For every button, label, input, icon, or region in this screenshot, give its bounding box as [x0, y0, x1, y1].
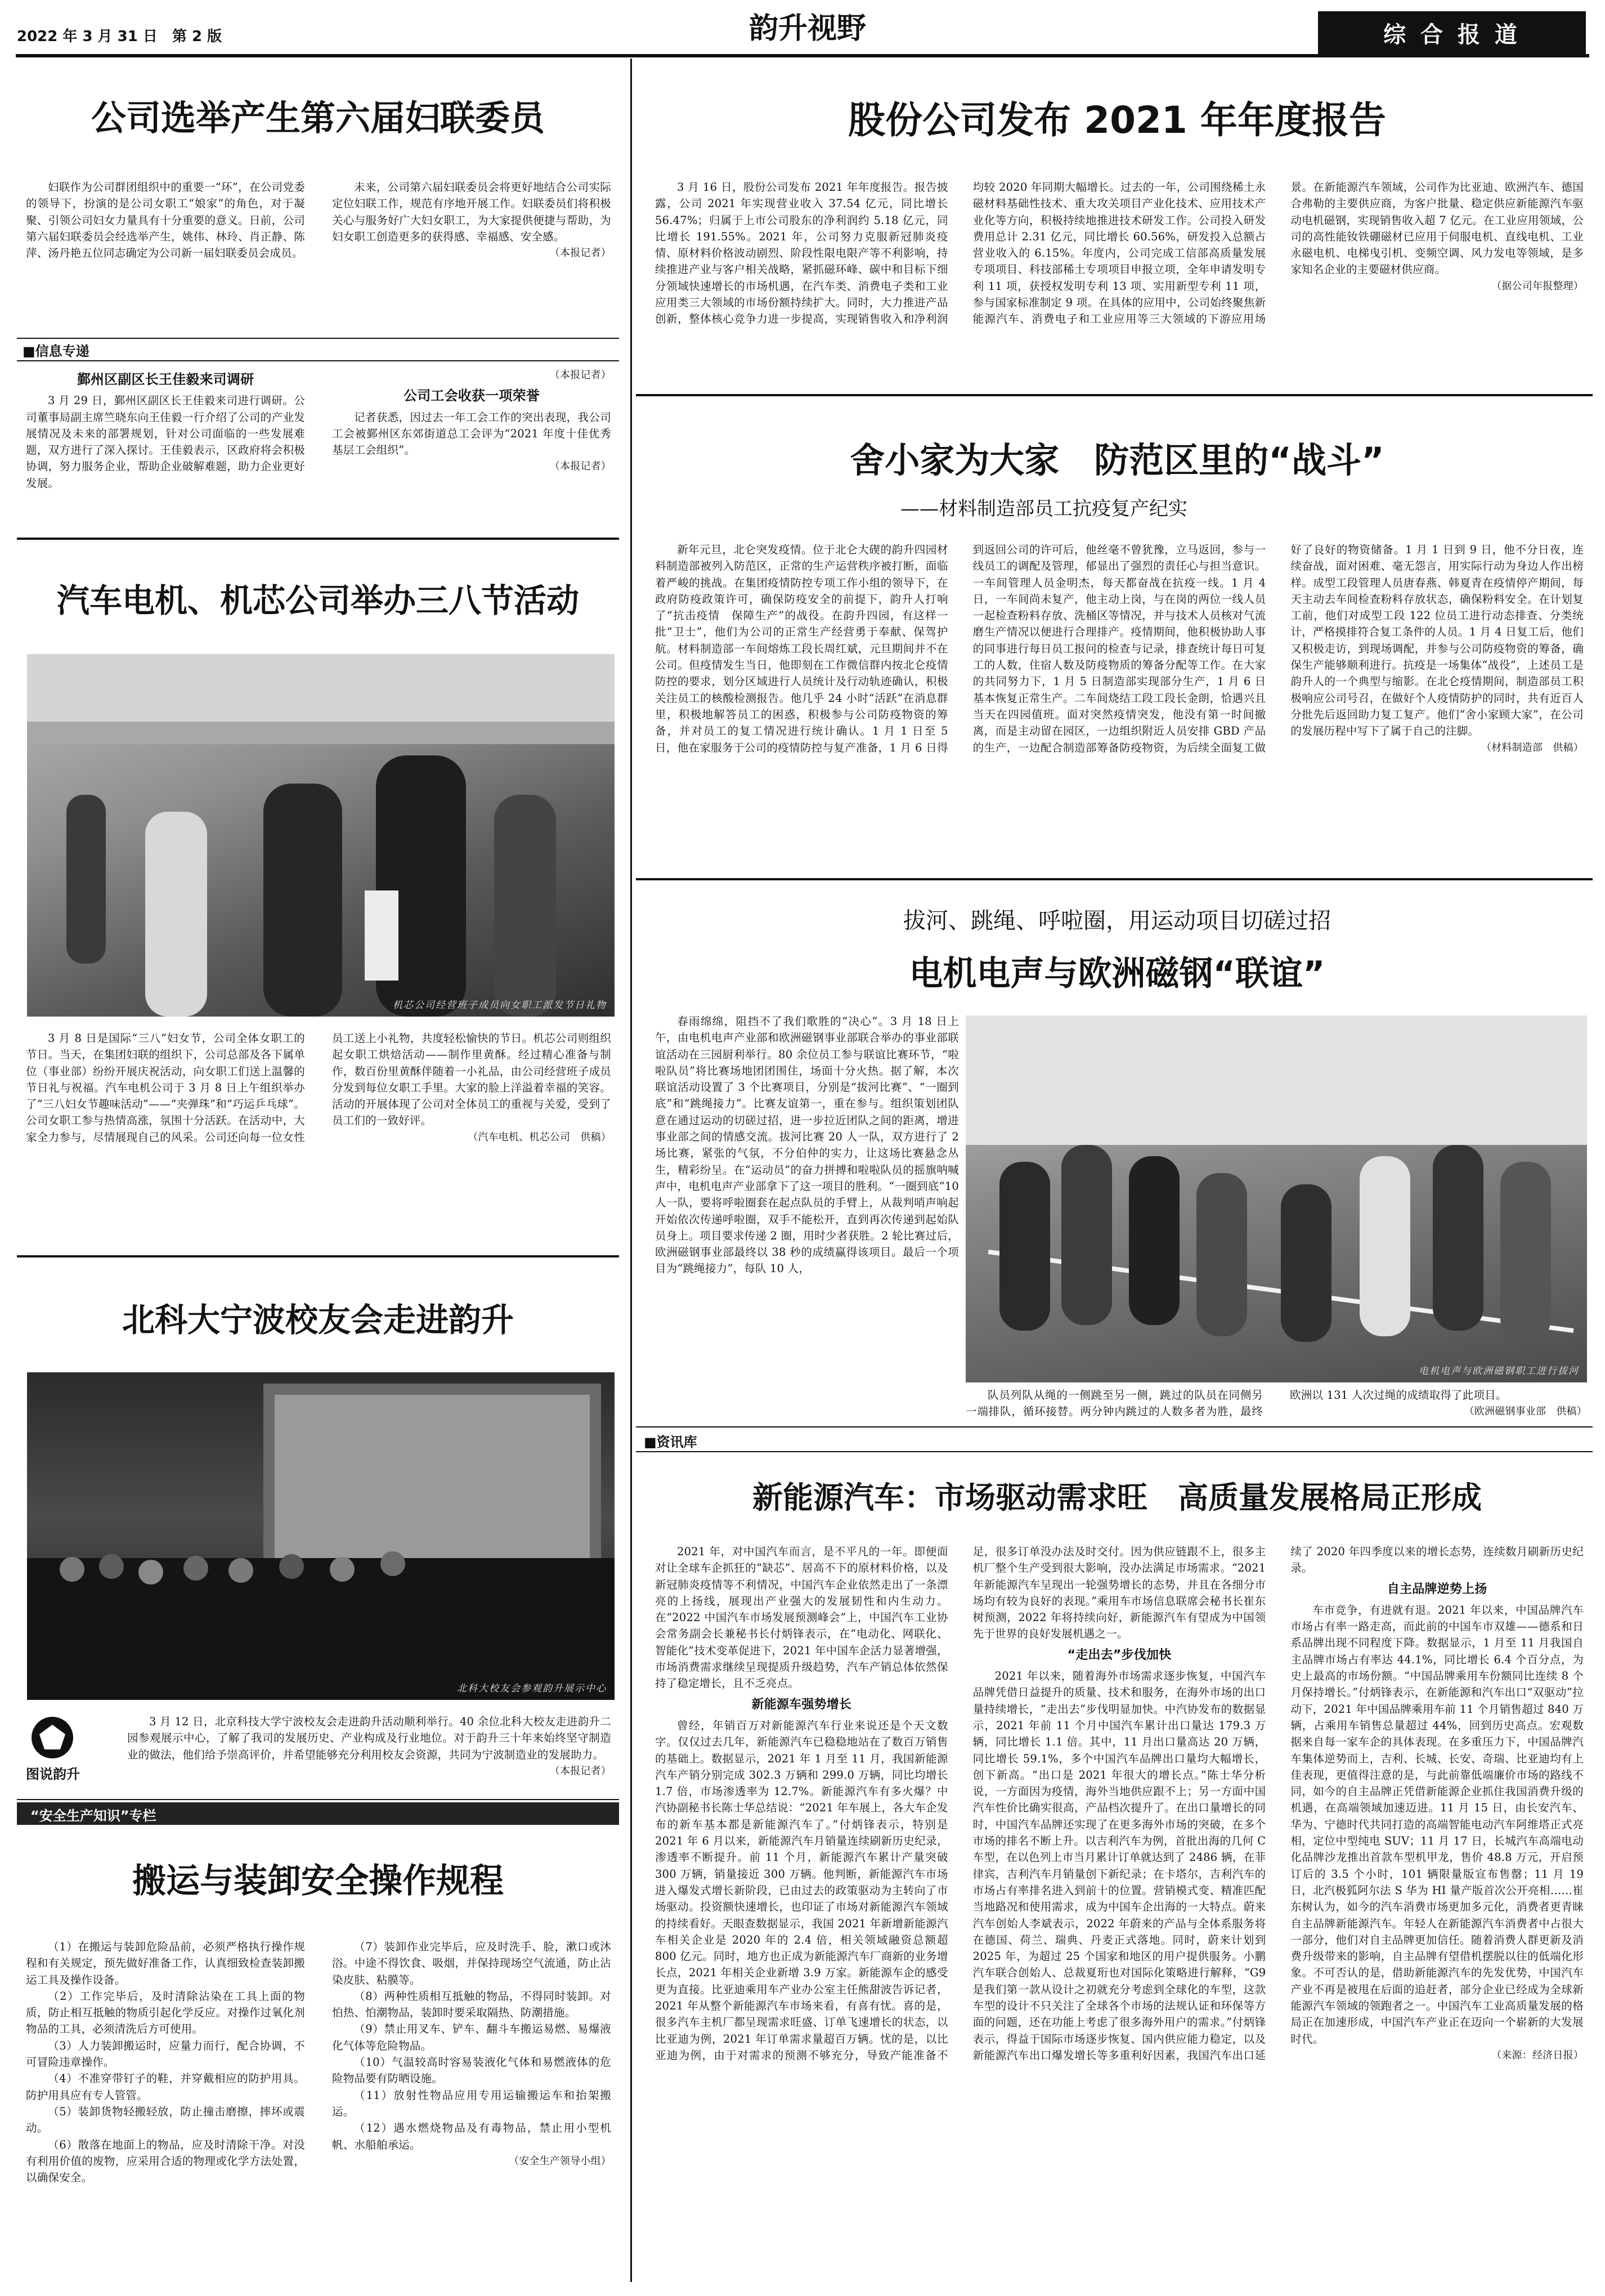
- brief2-text: 记者获悉，因过去一年工会工作的突出表现，我公司工会被鄞州区东郊街道总工会评为“2021 年度十佳优秀基层工会组织”。: [332, 410, 611, 457]
- b4-label-rule: [636, 1451, 1593, 1452]
- b4-text: 2021 年以来，随着海外市场需求逐步恢复，中国汽车品牌凭借日益提升的质量、技术和服务，在海外市场的出口量持续增长，“走出去”步伐明显加快。中汽协发布的数据显示，2021 年前 11 个月中国汽车累计出口量达 179.3 万辆，同比增长 1.1 倍。其中，11 月出口量高达 20 万辆，同比增长 59.1%，多个中国汽车品牌出口量均大幅增长，创下新高。“出口是 2021 年很大的增长点。”陈士华分析说，一方面因为疫情，海外当地供应跟不上；另一方面中国汽车性价比确实很高，产品档次提升了。在出口量增长的同时，中国汽车品牌还实现了在更多海外市场的突破，在多个市场的排名不断上升。以吉利汽车为例，首批出海的几何 C 车型，在以色列上市当月累计订单就达到了 2486 辆，在菲律宾，吉利汽车月销量创下新纪录；在卡塔尔，吉利汽车的市场占有率排名进入到前十的位置。营销模式变、精准匹配当地路况和使用需求，成为中国车企出海的一大特点。蔚来汽车创始人李斌表示，2022 年蔚来的产品与全体系服务将在德国、荷兰、瑞典、丹麦正式落地。同时，蔚来计划到 2025 年，为超过 25 个国家和地区的用户提供服务。小鹏汽车联合创始人、总裁夏珩也对国际化策略进行解释，“G9 是我们第一款从设计之初就充分考虑到全球化的车型，这款车型的设计不只关注了全球各个市场的法规认证和环保等方面的问题，还在功能上考虑了很多海外用户的需求。”付炳锋表示，得益于国际市场逐步恢复、国内供应能力稳定，以及新能源汽车出口爆发增长等多重利好因素，我国汽车出口延续了 2020 年四季度以来的增长态势，连续数月刷新历史纪录。: [972, 1545, 1584, 2062]
- a4-item: （1）在搬运与装卸危险品前，必须严格执行操作规程和有关规定，预先做好准备工作，认真细致检查装卸搬运工具及操作设备。: [26, 1940, 305, 1986]
- a4-item: （4）不准穿带钉子的鞋，并穿戴相应的防护用具。防护用具应有专人管管。: [26, 2072, 305, 2102]
- b4-title: 新能源汽车：市场驱动需求旺 高质量发展格局正形成: [752, 1480, 1482, 1515]
- a1-paragraph: 未来，公司第六届妇联委员会将更好地结合公司实际定位妇联工作，规范有序地开展工作。妇联委员们将积极关心与服务好广大妇女职工，为大家提供便捷与帮助，为妇女职工创造更多的获得感、幸福感、安全感。: [332, 181, 611, 243]
- masthead-date: 2022 年 3 月 31 日 第 2 版: [17, 28, 222, 45]
- b1-body: [655, 179, 1584, 368]
- b3-body-bottom: [966, 1387, 1587, 1422]
- pentagon-icon: [32, 1717, 73, 1758]
- b2-title: 舍小家为大家 防范区里的“战斗”: [850, 440, 1384, 481]
- briefs-label: ■信息专递: [23, 343, 89, 359]
- brief2-title: 公司工会收获一项荣誉: [404, 388, 540, 404]
- a4-item: （5）装卸货物轻搬轻放，防止撞击磨擦，摔坏或震动。: [26, 2105, 305, 2135]
- b4-subhead: 自主品牌逆势上扬: [1387, 1582, 1487, 1596]
- a3-logo-label: 图说韵升: [26, 1766, 80, 1782]
- a4-label: “安全生产知识”专栏: [30, 1808, 156, 1824]
- b4-label: ■资讯库: [644, 1434, 697, 1450]
- section-label: 综 合 报 道: [1383, 22, 1521, 48]
- a2-text: 3 月 8 日是国际“三八”妇女节，公司全体女职工的节日。当天，在集团妇联的组织下，公司总部及各下属单位（事业部）纷纷开展庆祝活动，向女职工们送上温馨的节日礼与祝福。汽车电机公司于 3 月 8 日上午组织举办了“三八妇女节趣味活动”——“夹弹珠”和“巧运乒乓球”。公司女职工参与热情高涨，氛围十分活跃。在活动中，大家全力参与，尽情展现自己的风采。公司还向每一位女性员工送上小礼物，共度轻松愉快的节日。机芯公司则组织起女职工烘焙活动——制作里黄酥。经过精心准备与制作，数百份里黄酥伴随着一小礼品，由公司经营班子成员分发到每位女职工手里。大家的脸上洋溢着幸福的笑容。活动的开展体现了公司对全体员工的重视与关爱，受到了员工们的一致好评。: [26, 1032, 611, 1144]
- b4-source: （来源：经济日报）: [1491, 2049, 1584, 2061]
- b4-text: 车市竞争，有进就有退。2021 年以来，中国品牌汽车市场占有率一路走高，而此前的中国车市双雄——德系和日系品牌出现不同程度下降。数据显示，1 月至 11 月我国自主品牌市场占有率达 44.1%，同比增长 6.4 个百分点，为史上最高的市场份额。“中国品牌乘用车份额同比连续 8 个月保持增长。”付炳锋表示，在新能源和汽车出口“双驱动”拉动下，2021 年中国品牌乘用车前 11 个月销售超过 840 万辆，占乘用车销售总量超过 44%，回到历史高点。宏观数据来自每一家车企的具体表现。在多重压力下，中国品牌汽车集体逆势而上，吉利、长城、长安、奇瑞、比亚迪均有上佳表现，更值得注意的是，与此前靠低端廉价市场的路线不同，如今的自主品牌正凭借新能源企业抓住我国消费升级的机遇，在高端领域加速迈进。11 月 15 日，由长安汽车、华为、宁德时代共同打造的高端智能电动汽车阿维塔正式亮相，定位中型纯电 SUV；11 月 17 日，长城汽车高端电动化品牌沙龙推出首款车型机甲龙，售价 48.8 万元，开启预订后的 3.5 个小时，101 辆限量版宣布售罄；11 月 19 日，北汽极狐阿尔法 S 华为 HI 量产版首次公开亮相……崔东树认为，如今的汽车消费市场更加多元化，消费者更青睐自主品牌新能源汽车。年轻人在新能源汽车消费者中占很大一部分，他们对自主品牌更加信任。随着消费人群更新及消费升级带来的影响，自主品牌有望借机摆脱以往的低端化形象。不可否认的是，借助新能源汽车的先发优势，中国汽车产业不再是被甩在后面的追赶者，部分企业已经成为全球新能源汽车领域的领跑者之一。中国汽车工业高质量发展的格局正在加速形成，中国汽车产业正在迈向一个崭新的大发展时代。: [1290, 1603, 1584, 2046]
- briefs-bottom-rule: [17, 538, 619, 540]
- a2-photo: [27, 654, 615, 1017]
- a1-title: 公司选举产生第六届妇联委员: [91, 97, 545, 138]
- a4-item: （3）人力装卸搬运时，应量力而行，配合协调，不可冒险违章操作。: [26, 2039, 305, 2069]
- a2-body: [26, 1030, 611, 1236]
- b4-text: 2021 年，对中国汽车而言，是不平凡的一年。即便面对让全球车企抓狂的“缺芯”、居高不下的原材料价格，以及新冠肺炎疫情等不利情况，中国汽车企业依然走出了一条漂亮的上扬线，展现出产业强大的发展韧性和内生动力。在“2022 中国汽车市场发展预测峰会”上，中国汽车工业协会常务副会长兼秘书长付炳锋表示，在“电动化、网联化、智能化”技术变革促进下，2021 年中国车企活力显著增强，市场消费需求继续呈现提质升级趋势，汽车产销总体依然保持了稳定增长，且不乏亮点。: [655, 1545, 948, 1690]
- a2-bottom-rule: [17, 1255, 619, 1257]
- b3-source: （欧洲磁钢事业部 供稿）: [1464, 1406, 1587, 1418]
- brief1-source: （本报记者）: [549, 369, 611, 381]
- b2-subtitle: ——材料制造部员工抗疫复产纪实: [900, 498, 1187, 520]
- a3-title: 北科大宁波校友会走进韵升: [122, 1301, 514, 1339]
- brief2-source: （本报记者）: [549, 460, 611, 473]
- a3-photo-figures: [27, 1372, 615, 1700]
- a4-item: （8）两种性质相互抵触的物品，不得同时装卸。对怕热、怕潮物品，装卸时要采取隔热、防潮措施。: [332, 1989, 611, 2020]
- a4-item: （2）工作完毕后，及时清除沾染在工具上面的物质，防止相互抵触的物质引起化学反应。对操作过氧化剂物品的工具，必须清洗后方可使用。: [26, 1989, 305, 2036]
- masthead-rule: [16, 54, 1589, 57]
- b3-photo: [966, 1015, 1587, 1382]
- b4-subhead: “走出去”步伐加快: [1067, 1648, 1172, 1662]
- a3-photo-caption: 北科大校友会参观韵升展示中心: [457, 1683, 607, 1694]
- a3-photo: [27, 1372, 615, 1700]
- a4-title: 搬运与装卸安全操作规程: [132, 1861, 504, 1901]
- b1-source: （据公司年报整理）: [1491, 280, 1584, 292]
- column-divider: [630, 59, 632, 2282]
- a1-source: （本报记者）: [549, 247, 611, 259]
- a4-source: （安全生产领导小组）: [509, 2155, 611, 2167]
- b1-text: 3 月 16 日，股份公司发布 2021 年年度报告。报告披露，公司 2021 年实现营业收入 37.54 亿元，同比增长 56.47%；归属于上市公司股东的净利润约 5.18 亿元，同比增长 191.55%。2021 年，公司努力克服新冠肺炎疫情、原材料价格波动剧烈、阶段性限电限产等不利影响，持续推进产业与客户相关战略，紧抓磁环峰、碳中和目标下细分领域快速增长的市场机遇，在汽车类、消费电子类和工业应用类三大领域的市场份额持续扩大。同时，大力推进产品创新，整体核心竞争力进一步提高，实现销售收入和净利润均较 2020 年同期大幅增长。过去的一年，公司围绕稀土永磁材料基础性技术、重大攻关项目产业化技术、应用技术产业化等方向，积极持续地推进技术研发工作。公司投入研发费用总计 2.31 亿元，同比增长 60.56%，研发投入总额占营业收入的 6.15%。年度内，公司完成工信部高质量发展专项项目、科技部稀土专项项目申报立项，全年申请发明专利 11 项，获授权发明专利 13 项、实用新型专利 11 项，参与国家标准制定 9 项。在具体的应用中，公司始终聚焦新能源汽车、消费电子和工业应用等三大领域的下游应用场景。在新能源汽车领域，公司作为比亚迪、欧洲汽车、德国合弗勒的主要供应商，为客户批量、稳定供应新能源汽车驱动电机磁钢，实现销售收入超 7 亿元。在工业应用领域，公司的高性能钕铁硼磁材已应用于伺服电机、直线电机、工业永磁电机、电梯曳引机、变频空调、风力发电等领域，是多家知名企业的主要磁材供应商。: [655, 181, 1584, 326]
- b3-text-bottom: 队员列队从绳的一侧跳至另一侧，跳过的队员在同侧另一端排队，循环接替。两分钟内跳过的人数多者为胜，最终欧洲以 131 人次过绳的成绩取得了此项目。: [966, 1389, 1507, 1418]
- a1-bottom-rule: [17, 338, 619, 339]
- a4-body: [26, 1939, 611, 2265]
- b3-kicker: 拔河、跳绳、呼啦圈，用运动项目切磋过招: [903, 908, 1331, 934]
- b4-text: 曾经，年销百万对新能源汽车行业来说还是个天文数字。仅仅过去几年，新能源汽车已稳稳地站在了数百万销售的基础上。数据显示，2021 年 1 月至 11 月，我国新能源汽车产销分别完成 302.3 万辆和 299.0 万辆，同比均增长 1.7 倍，市场渗透率为 12.7%。新能源汽车有多火爆？中汽协副秘书长陈士华总结说：“2021 年车展上，各大车企发布的新车基本都是新能源汽车了。”付炳锋表示，特别是 2021 年 6 月以来，新能源汽车月销量连续刷新历史纪录，渗透率不断提升。前 11 个月，新能源汽车累计产量突破 300 万辆，销量接近 300 万辆。他判断，新能源汽车市场进入爆发式增长新阶段，已由过去的政策驱动为主转向了市场驱动。投资额快速增长，也印证了市场对新能源汽车领域的持续看好。天眼查数据显示，我国 2021 年新增新能源汽车相关企业是 2020 年的 2.4 倍，相关领域融资总额超 800 亿元。同时，地方也正成为新能源汽车厂商新的业务增长点，2021 年相关企业新增 3.9 万家。新能源车企的感受更为直接。比亚迪乘用车产业办公室主任熊甜波告诉记者，2021 年从整个新能源汽车市场来看，有喜有忧。喜的是，很多汽车主机厂都呈现需求旺盛、订单飞速增长的状态，以比亚迪为例，2021 年订单需求量超百万辆。忧的是，以比亚迪为例，由于对需求的预测不够充分，导致产能准备不足，很多订单没办法及时交付。因为供应链跟不上，很多主机厂整个生产受到很大影响，没办法满足市场需求。“2021 年新能源汽车呈现出一轮强势增长的态势，并且在各细分市场均有较为良好的表现。”乘用车市场信息联席会秘书长崔东树预测，2022 年将持续向好，新能源汽车有望成为中国领先于世界的良好发展机遇之一。: [655, 1545, 1266, 2062]
- a3-text: 3 月 12 日，北京科技大学宁波校友会走进韵升活动顺利举行。40 余位北科大校友走进韵升二园参观展示中心，了解了我司的发展历史、产业构成及行业地位。对于韵升三十年来始终坚守制造业的做法，他们给予崇高评价，并希望能够充分利用校友会资源，共同为宁波制造业的发展助力。: [127, 1715, 611, 1761]
- briefs-body: [26, 367, 611, 519]
- masthead-logo: 韵升视野: [748, 11, 866, 46]
- b3-photo-figures: [966, 1015, 1587, 1382]
- a2-source: （汽车电机、机芯公司 供稿）: [468, 1131, 611, 1143]
- a4-item: （7）装卸作业完毕后，应及时洗手、脸，漱口或沐浴。中途不得饮食、吸烟，并保持现场空气流通，防止沾染皮肤、粘膜等。: [332, 1940, 611, 1986]
- b1-bottom-rule: [636, 394, 1593, 396]
- a1-body: [26, 179, 611, 316]
- brief1-text: 3 月 29 日，鄞州区副区长王佳毅来司进行调研。公司董事局副主席竺晓东向王佳毅一行介绍了公司的产业发展情况及未来的部署规划，针对公司面临的一些发展难题，双方进行了深入探讨。王佳毅表示，区政府将会积极协调，努力服务企业，帮助企业破解难题，助力企业更好发展。: [26, 394, 305, 490]
- a1-paragraph: 妇联作为公司群团组织中的重要一“环”，在公司党委的领导下，扮演的是公司女职工“娘家”的角色，对于凝聚、引领公司妇女力量具有十分重要的意义。日前，公司第六届妇联委员会经选举产生，姚伟、林玲、肖正静、陈萍、汤丹艳五位同志确定为公司新一届妇联委员会成员。: [26, 181, 305, 260]
- b3-text: 春雨绵绵，阻挡不了我们歌胜的“决心”。3 月 18 日上午，由电机电声产业部和欧洲磁钢事业部联合举办的事业部联谊活动在三园厨利举行。80 余位员工参与联谊比赛环节，“啦啦队员”将比赛场地团团围住，场面十分火热。据了解，本次联谊活动设置了 3 个比赛项目，分别是“拔河比赛”、“一圈到底”和“跳绳接力”。比赛友谊第一，重在参与。组织策划团队意在通过运动的切磋过招，进一步拉近团队之间的距离，增进事业部之间的情感交流。拔河比赛 20 人一队，双方进行了 2 场比赛，紧张的气氛，不分伯仲的实力，让这场比赛悬念丛生，精彩纷呈。在“运动员”的奋力拼搏和啦啦队员的摇旗呐喊声中，电机电声产业部拿下了这一项目的胜利。“一圈到底”10 人一队，要将呼啦圈套在起点队员的手臂上，从裁判哨声响起开始依次传递呼啦圈，双手不能松开，直到再次传递到起始队员身上。项目要求传递 2 圈，用时少者获胜。2 轮比赛过后，欧洲磁钢事业部最终以 38 秒的成绩赢得该项目。最后一个项目为“跳绳接力”，每队 10 人，: [655, 1015, 959, 1275]
- briefs-rule: [17, 360, 619, 361]
- a3-body: [127, 1713, 611, 1798]
- b3-body-col1: [655, 1013, 959, 1407]
- b3-photo-caption: 电机电声与欧洲磁钢职工进行拔河: [1419, 1366, 1579, 1377]
- b3-bottom-rule: [636, 1426, 1593, 1427]
- a3-source: （本报记者）: [549, 1765, 611, 1777]
- b3-title: 电机电声与欧洲磁钢“联谊”: [909, 954, 1325, 993]
- a4-item: （6）散落在地面上的物品，应及时清除干净。对没有利用价值的废物，应采用合适的物理或化学方法处置，以确保安全。: [26, 2138, 305, 2185]
- a2-photo-caption: 机芯公司经营班子成员向女职工派发节日礼物: [393, 1000, 607, 1011]
- a2-title: 汽车电机、机芯公司举办三八节活动: [56, 581, 579, 620]
- b4-body: [655, 1543, 1584, 2275]
- a4-item: （11）放射性物品应用专用运输搬运车和抬架搬运。: [332, 2088, 611, 2118]
- a2-photo-figures: [27, 654, 615, 1017]
- b4-subhead: 新能源车强势增长: [751, 1697, 852, 1712]
- b2-bottom-rule: [636, 878, 1593, 880]
- b2-source: （材料制造部 供稿）: [1481, 741, 1584, 754]
- brief1-title: 鄞州区副区长王佳毅来司调研: [77, 372, 254, 387]
- a3-bottom-rule: [17, 1799, 619, 1800]
- a4-item: （9）禁止用叉车、铲车、翻斗车搬运易燃、易爆液化气体等危险物品。: [332, 2022, 611, 2052]
- b1-title: 股份公司发布 2021 年年度报告: [848, 99, 1386, 142]
- a4-item: （12）遇水燃烧物品及有毒物品，禁止用小型机帆、水船舶承运。: [332, 2122, 611, 2151]
- b2-text: 新年元旦，北仑突发疫情。位于北仑大碶的韵升四园材料制造部被列入防范区，正常的生产运营秩序被打断，面临着严峻的挑战。在集团疫情防控专项工作小组的领导下，在政府防疫政策许可，确保防疫安全的前提下，韵升人打响了“抗击疫情 保障生产”的战役。在韵升四园，有这样一批“卫士”，他们为公司的正常生产经营勇于奉献、保驾护航。材料制造部一车间熔炼工段长周红斌，元旦期间并不在公司。但疫情发生当日，他即刻在工作微信群内按北仑疫情防控的要求，划分区域进行人员统计及行动轨迹确认，积极关注员工的核酸检测报告。他几乎 24 小时“活跃”在消息群里，积极地解答员工的困惑，积极参与公司防疫物资的筹备，并对员工的复工情况进行统计确认。1 月 1 日至 5 日，他在家服务于公司的疫情防控与复产准备，1 月 6 日得到返回公司的许可后，他丝毫不曾犹豫，立马返回，参与一线员工的调配及管理，郁显出了强烈的责任心与担当意识。一车间管理人员金明杰，每天都奋战在抗疫一线。1 月 4 日，一车间尚未复产，他主动上岗，与在岗的两位一线人员一起检查粉料存放、洗桶区等情况，并与技术人员核对气流磨生产情况以便进行合理排产。疫情期间，他积极协助人事的同事进行每日员工报问的检查与记录，排查统计每日可复工的人数，住宿人数及防疫物质的筹备分配等工作。在大家的共同努力下，1 月 5 日制造部实现部分生产，1 月 6 日基本恢复正常生产。二车间烧结工段工段长金朗，恰遇兴且当天在四园值班。面对突然疫情突发，他没有第一时间撤离，而是主动留在园区，一边组织附近人员安排 GBD 产品的生产，一边配合制造部筹备防疫物资，为后续全面复工做好了良好的物资储备。1 月 1 日到 9 日，他不分日夜，连续奋战，面对困难、毫无怨言，用实际行动为身边人作出榜样。成型工段管理人员唐春燕、韩夏青在疫情停产期间，每天主动去车间检查粉料存放状态，确保粉料安全。在计划复工前，他们对成型工段 122 位员工进行动态排查、分类统计，严格摸排符合复工条件的人员。1 月 4 日复工后，他们又积极走访，到现场调配，并参与公司防疫物资的筹备，确保生产能够顺利进行。抗疫是一场集体“战役”，上述员工是韵升人的一个典型与缩影。在北仑疫情期间，制造部员工积极响应公司号召，在做好个人疫情防护的同时，共有近百人分批先后返回助力复工复产。他们“舍小家顾大家”，在公司的发展历程中写下了属于自己的注脚。: [655, 543, 1584, 754]
- a4-item: （10）气温较高时容易装液化气体和易燃液体的危险物品要有防晒设施。: [332, 2056, 611, 2085]
- b2-body: [655, 541, 1584, 854]
